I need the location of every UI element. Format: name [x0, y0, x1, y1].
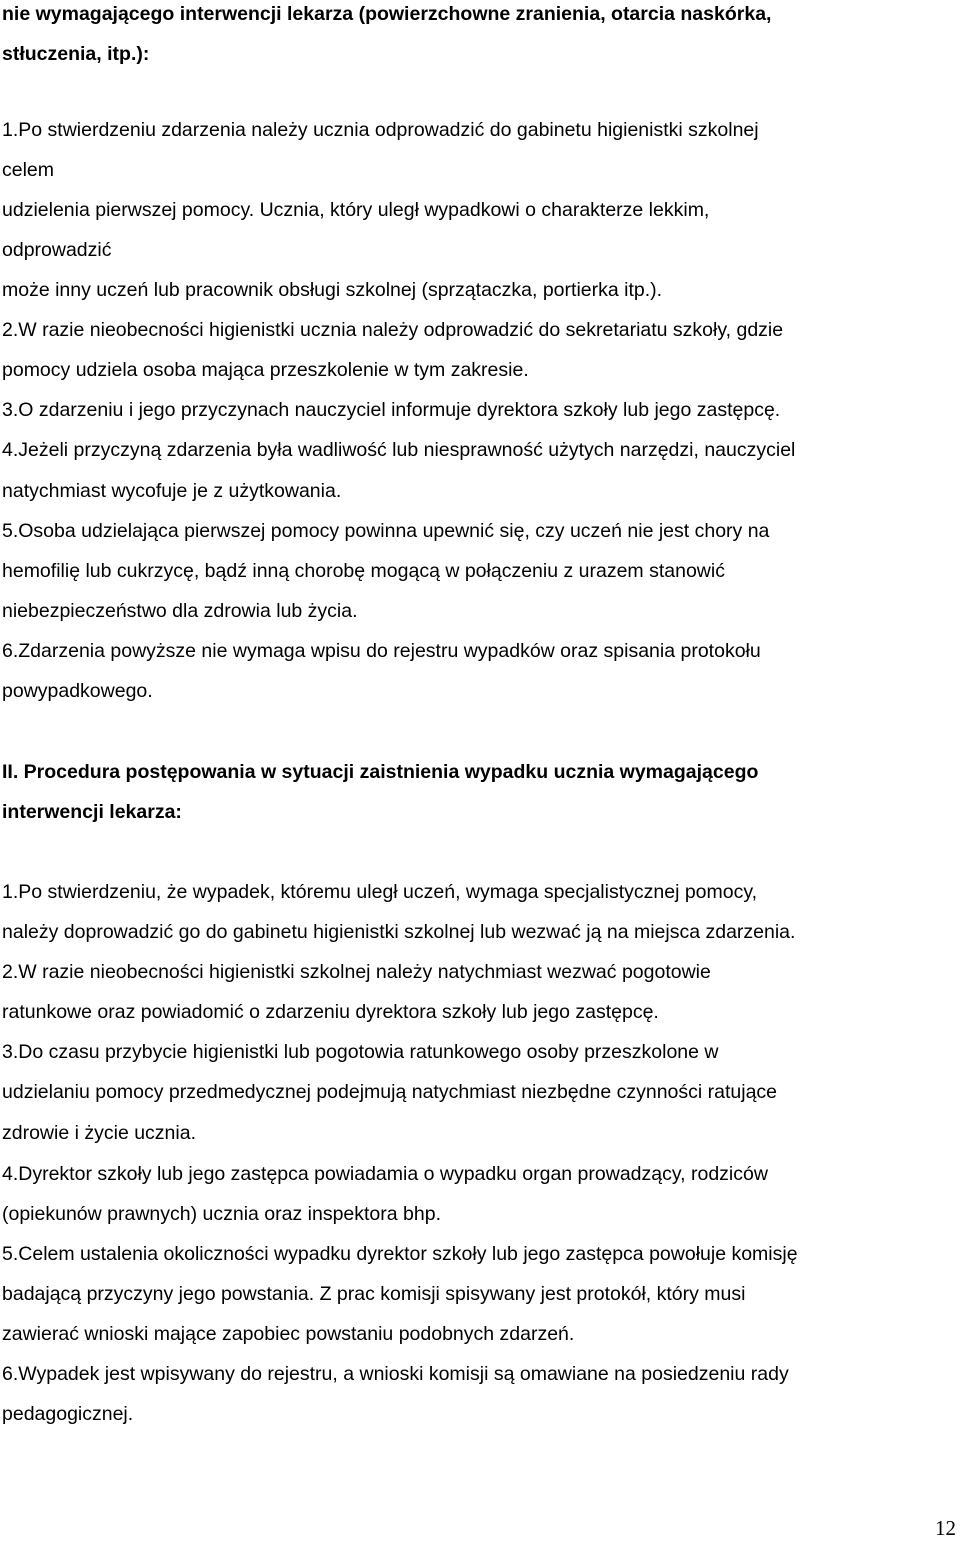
- section1-item-1-line-5: może inny uczeń lub pracownik obsługi szkolnej (sprzątaczka, portierka itp.).: [2, 279, 663, 301]
- section2-item-5-line-2: badającą przyczyny jego powstania. Z prac komisji spisywany jest protokół, który musi: [2, 1283, 746, 1305]
- section2-item-4-line-1: 4.Dyrektor szkoły lub jego zastępca powiadamia o wypadku organ prowadzący, rodziców: [2, 1163, 768, 1185]
- section2-heading-line-1: II. Procedura postępowania w sytuacji zaistnienia wypadku ucznia wymagającego: [2, 761, 759, 783]
- section1-item-1-line-1: 1.Po stwierdzeniu zdarzenia należy ucznia odprowadzić do gabinetu higienistki szkolnej: [2, 119, 759, 141]
- section2-item-1-line-1: 1.Po stwierdzeniu, że wypadek, któremu uległ uczeń, wymaga specjalistycznej pomocy,: [2, 881, 758, 903]
- section2-item-5-line-3: zawierać wnioski mające zapobiec powstaniu podobnych zdarzeń.: [2, 1323, 575, 1345]
- section2-item-6-line-1: 6.Wypadek jest wpisywany do rejestru, a wnioski komisji są omawiane na posiedzeniu rady: [2, 1363, 789, 1385]
- section2-item-2-line-2: ratunkowe oraz powiadomić o zdarzeniu dyrektora szkoły lub jego zastępcę.: [2, 1001, 659, 1023]
- section1-item-4-line-2: natychmiast wycofuje je z użytkowania.: [2, 480, 342, 502]
- section1-item-1-line-2: celem: [2, 159, 55, 181]
- section1-item-5-line-1: 5.Osoba udzielająca pierwszej pomocy powinna upewnić się, czy uczeń nie jest chory na: [2, 520, 770, 542]
- section1-item-5-line-3: niebezpieczeństwo dla zdrowia lub życia.: [2, 600, 358, 622]
- section1-item-3-line-1: 3.O zdarzeniu i jego przyczynach nauczyciel informuje dyrektora szkoły lub jego zastępcę.: [2, 399, 781, 421]
- section1-item-4-line-1: 4.Jeżeli przyczyną zdarzenia była wadliwość lub niesprawność użytych narzędzi, nauczyciel: [2, 439, 796, 461]
- section2-item-3-line-2: udzielaniu pomocy przedmedycznej podejmują natychmiast niezbędne czynności ratujące: [2, 1081, 778, 1103]
- intro-line-1: nie wymagającego interwencji lekarza (powierzchowne zranienia, otarcia naskórka,: [2, 3, 772, 25]
- intro-line-2: stłuczenia, itp.):: [2, 43, 150, 65]
- section1-item-2-line-1: 2.W razie nieobecności higienistki ucznia należy odprowadzić do sekretariatu szkoły, gdzie: [2, 319, 784, 341]
- section2-item-5-line-1: 5.Celem ustalenia okoliczności wypadku dyrektor szkoły lub jego zastępca powołuje komisję: [2, 1243, 798, 1265]
- section2-heading-line-2: interwencji lekarza:: [2, 801, 182, 823]
- section1-item-5-line-2: hemofilię lub cukrzycę, bądź inną chorobę mogącą w połączeniu z urazem stanowić: [2, 560, 725, 582]
- section2-item-4-line-2: (opiekunów prawnych) ucznia oraz inspektora bhp.: [2, 1203, 441, 1225]
- section1-item-1-line-3: udzielenia pierwszej pomocy. Ucznia, który uległ wypadkowi o charakterze lekkim,: [2, 199, 710, 221]
- section2-item-2-line-1: 2.W razie nieobecności higienistki szkolnej należy natychmiast wezwać pogotowie: [2, 961, 711, 983]
- section2-item-3-line-1: 3.Do czasu przybycie higienistki lub pogotowia ratunkowego osoby przeszkolone w: [2, 1041, 719, 1063]
- section1-item-1-line-4: odprowadzić: [2, 239, 112, 261]
- section2-item-6-line-2: pedagogicznej.: [2, 1403, 134, 1425]
- section2-item-1-line-2: należy doprowadzić go do gabinetu higienistki szkolnej lub wezwać ją na miejsca zdarzenia.: [2, 921, 796, 943]
- section1-item-2-line-2: pomocy udziela osoba mająca przeszkolenie w tym zakresie.: [2, 359, 529, 381]
- section1-item-6-line-1: 6.Zdarzenia powyższe nie wymaga wpisu do rejestru wypadków oraz spisania protokołu: [2, 640, 761, 662]
- section2-item-3-line-3: zdrowie i życie ucznia.: [2, 1122, 196, 1144]
- page-number: 12: [935, 1516, 956, 1540]
- section1-item-6-line-2: powypadkowego.: [2, 680, 153, 702]
